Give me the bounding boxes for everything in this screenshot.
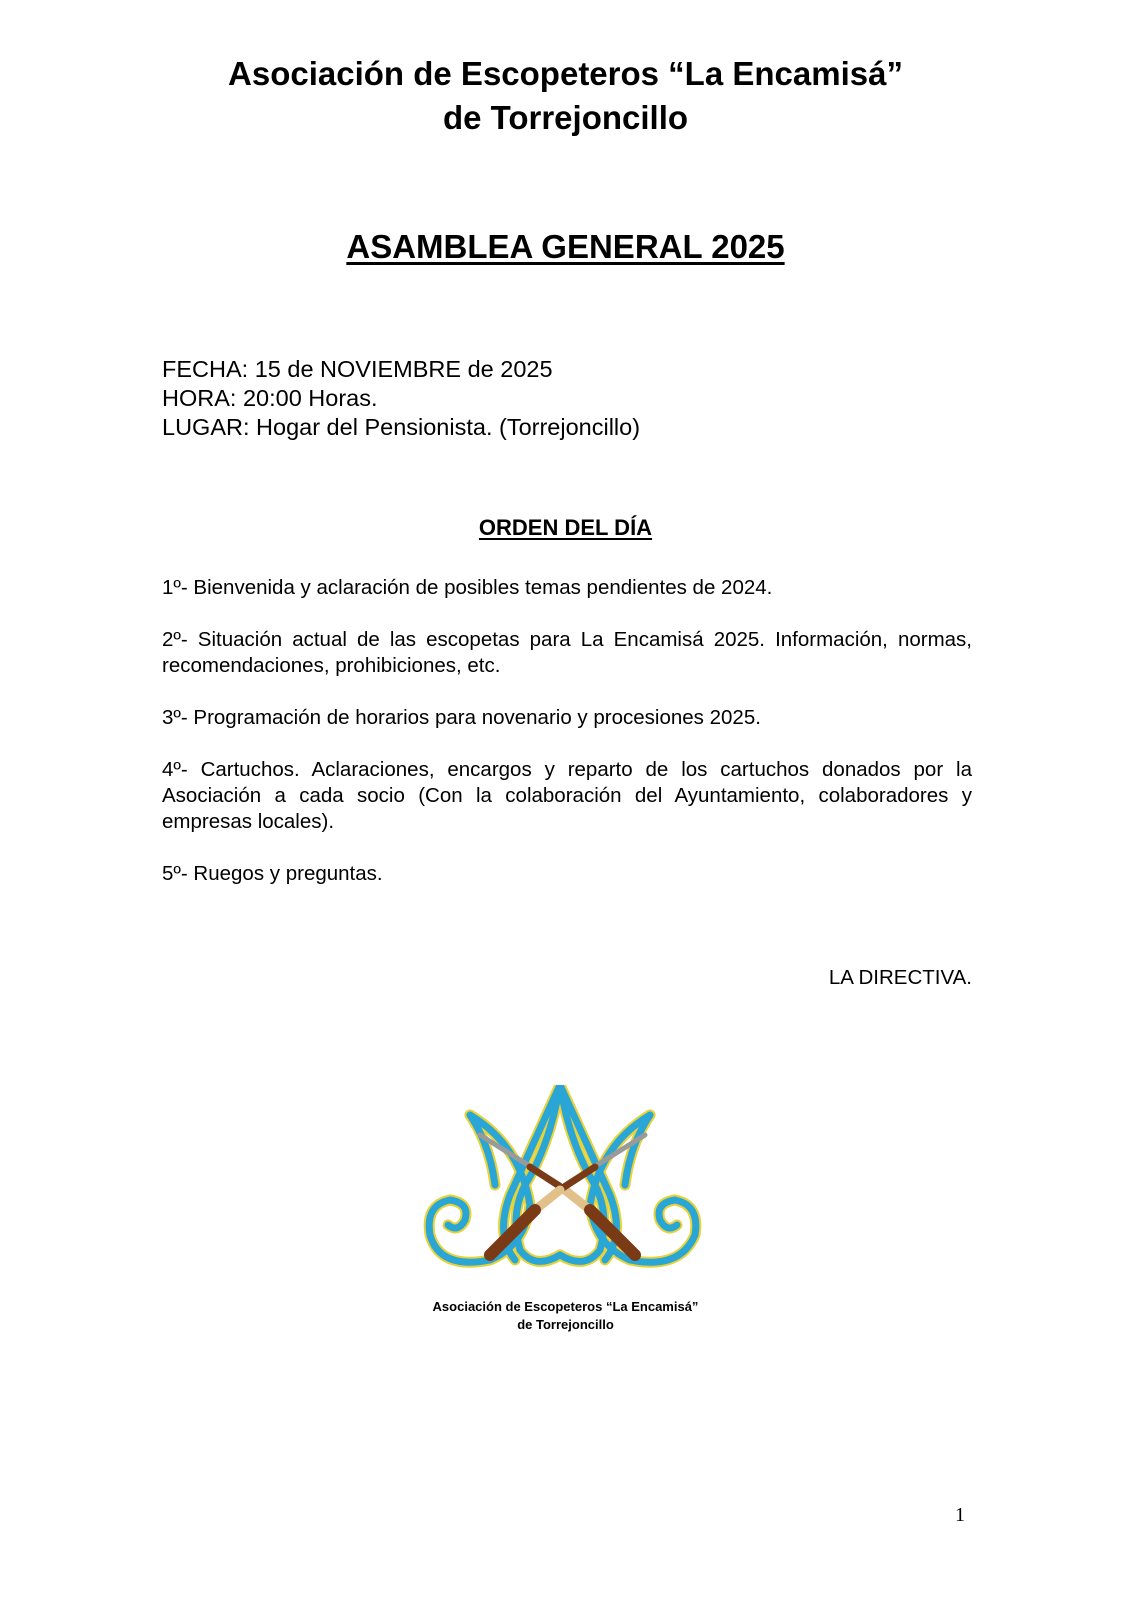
- logo-caption-line1: Asociación de Escopeteros “La Encamisá”: [432, 1299, 699, 1314]
- agenda-title: ORDEN DEL DÍA: [478, 515, 653, 540]
- meeting-date: FECHA: 15 de NOVIEMBRE de 2025: [162, 356, 553, 382]
- logo-caption: [0, 1298, 1131, 1334]
- meeting-info: [162, 355, 640, 442]
- agenda-item: 4º- Cartuchos. Aclaraciones, encargos y reparto de los cartuchos donados por la Asociación a cada socio (Con la colaboración del Ayuntamiento, colaboradores y empresas locales).: [162, 758, 972, 833]
- logo-caption-line2: de Torrejoncillo: [517, 1317, 614, 1332]
- monogram-logo-icon: [410, 1085, 740, 1275]
- meeting-time: HORA: 20:00 Horas.: [162, 385, 378, 411]
- agenda-item: 3º- Programación de horarios para novenario y procesiones 2025.: [162, 706, 761, 729]
- meeting-place: LUGAR: Hogar del Pensionista. (Torrejoncillo): [162, 414, 641, 440]
- agenda-item: 1º- Bienvenida y aclaración de posibles temas pendientes de 2024.: [162, 576, 773, 599]
- document-title: ASAMBLEA GENERAL 2025: [346, 228, 785, 265]
- organization-title-line2: de Torrejoncillo: [442, 99, 689, 136]
- organization-title: [0, 52, 1131, 140]
- agenda-item: 5º- Ruegos y preguntas.: [162, 862, 383, 885]
- signature: LA DIRECTIVA.: [828, 966, 972, 989]
- agenda-item: 2º- Situación actual de las escopetas para La Encamisá 2025. Información, normas, recomendaciones, prohibiciones, etc.: [162, 628, 972, 677]
- page-number: 1: [955, 1504, 965, 1526]
- organization-title-line1: Asociación de Escopeteros “La Encamisá”: [228, 55, 903, 92]
- agenda-list: [162, 575, 972, 913]
